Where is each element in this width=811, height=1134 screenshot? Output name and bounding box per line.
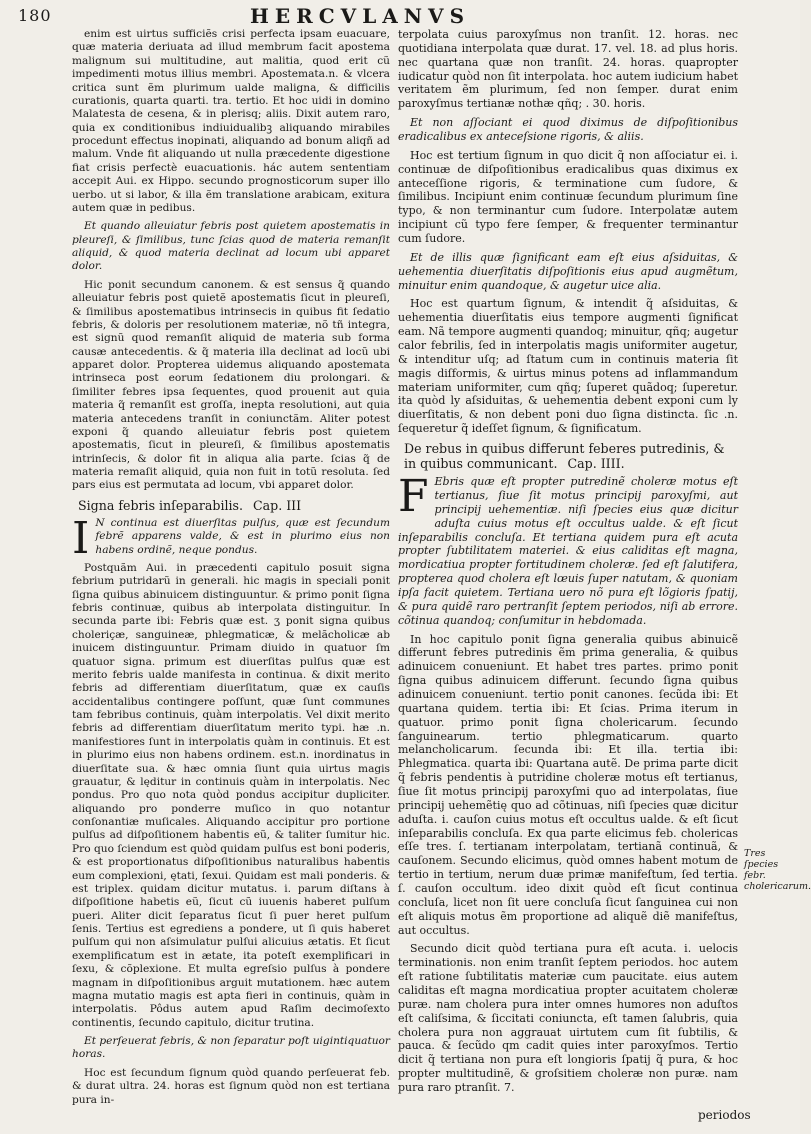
commentary-paragraph: Hoc est tertium ſignum in quo dicit q̃ non aſſociatur ei. i. continuæ de diſpoſitionibus eradicalibus quas diximus ex anteceſſione rigoris, & terminatione cum ſudore, & ſimilibus. Incipiunt enim continuæ ſecundum plurimum ſine typo, & non terminantur cum ſudore. Interpolatæ autem incipiunt cũ typo fere ſemper, & frequenter terminantur cum ſudore. <box>398 148 738 246</box>
lemma-paragraph <box>72 512 390 564</box>
drop-cap-initial: F <box>398 471 429 523</box>
commentary-paragraph: Hic ponit secundum canonem. & est sensus q̃ quando alleuiatur febris post quietẽ apostematis ſicut in pleureſi, & ſimilibus apostematibus intrinsecis in quibus fit ſedatio febris, & doloris per resolutionem materiæ, nõ tñ integra, est signũ quod remanſit aliquid de materia sub forma causæ antecedentis. & q̃ materia illa declinat ad locũ ubi apparet dolor. Propterea uidemus aliquando apostemata intrinseca post eorum ſedationem diu prolongari. & ſimiliter febres ipsa ſequentes, quod prouenit aut quia materia q̃ remanſit est groſſa, inepta resolutioni, aut quia materia antecedens tranſit in coniunctãm. Aliter potest exponi q̃ quando alleuiatur febris post quietem apostematis, ſicut in pleureſi, & ſimilibus apostematis intrinſecis, & dolor fit in aliqua alia parte. ſcias q̃ de materia remaſit aliquid, quia non fuit in totũ resoluta. ſed pars eius est permutata ad locum, vbi apparet dolor. <box>72 278 390 492</box>
right-text-column <box>398 28 738 1100</box>
commentary-paragraph: enim est uirtus sufficiẽs crisi perfecta ipsam euacuare, quæ materia deriuata ad illud membrum facit apostema malignum sui multitudine, aut malitia, quod erit cũ impedimenti motus illius membri. Apostemata.n. & vlcera critica sunt ẽm plurimum ualde maligna, & difficilis curationis, quarta quarti. tra. tertio. Et hoc uidi in domino Malatesta de cesena, & in plerisq; aliis. Dixit autem raro, quia ex conditionibus indiuidualibꝫ aliquando mirabiles procedunt effectus inopinati, aliquando ad bonum aliqñ ad malum. Vnde fit aliquando ut nulla præcedente digestione fiat crisis perfectè euacuationis. hác autem sententiam accepit Aui. ex Hippo. secundo prognosticorum super illo uerbo. ut si labor, & illa ẽm translatione arabicam, exitura autem quæ in pedibus. <box>72 28 390 214</box>
page-number: 180 <box>18 6 52 25</box>
running-head <box>0 4 800 28</box>
left-text-column <box>72 28 390 1112</box>
lemma-text: N continua est diuerſitas pulſus, quæ est ſecundum febrẽ apparens valde, & est in plurimo eius non habens ordinẽ, neque pondus. <box>95 516 390 556</box>
lemma-paragraph: Et quando alleuiatur febris post quietem apostematis in pleureſi, & ſimilibus, tunc ſcias quod de materia remanſit aliquid, & quod materia declinat ad locum ubi apparet dolor. <box>72 220 390 273</box>
lemma-paragraph: Et de illis quæ ſignificant eam eſt eius aſsiduitas, & uehementia diuerſitatis diſpoſitionis eius apud augmẽtum, minuitur enim quandoque, & augetur uice alia. <box>398 250 738 292</box>
chapter-heading <box>78 498 390 513</box>
lemma-paragraph: Et non aſſociant ei quod diximus de diſpoſitionibus eradicalibus ex anteceſsione rigoris, & aliis. <box>398 116 738 144</box>
drop-cap-initial: I <box>72 512 90 564</box>
chapter-title-text: Signa febris inſeparabilis. <box>78 497 243 513</box>
commentary-paragraph: In hoc capitulo ponit ſigna generalia quibus abinuicẽ differunt febres putredinis ẽm prima generalia, & quibus adinuicem conueniunt. Et habet tres partes. primo ponit ſigna quibus adinuicem differunt. ſecundo ſigna quibus adinuicem conueniunt. tertio ponit canones. ſecũda ibi: Et quartana quidem. tertia ibi: Et ſcias. Prima iterum in quatuor. primo ponit ſigna cholericarum. ſecundo ſanguinearum. tertio phlegmaticarum. quarto melancholicarum. ſecunda ibi: Et illa. tertia ibi: Phlegmatica. quarta ibi: Quartana autẽ. De prima parte dicit q̃ febris pendentis à putridine choleræ motus eſt tertianus, ſiue ſit motus principij paroxyſmi quo ad interpolatas, ſiue principij uehemẽtię quo ad cõtinuas, niſi ſpecies quæ dicitur aduſta. i. cauſon cuius motus eſt occultus ualde. & eſt ſicut inſeparabilis concluſa. Ex qua parte elicimus feb. cholericas eſſe tres. ſ. tertianam interpolatam, tertianã continuã, & cauſonem. Secundo elicimus, quòd omnes habent motum de tertio in tertium, nerum duæ primæ manifeſtum, ſed tertia. ſ. cauſon occultum. ideo dixit quòd eſt ſicut continua concluſa, licet non ſit uere concluſa ſicut ſanguinea cui non eſt aliquis motus ẽm proportione ad aliquẽ diẽ manifeſtus, aut occultus. <box>398 632 738 937</box>
commentary-paragraph: Hoc est quartum ſignum, & intendit q̃ aſsiduitas, & uehementia diuerſitatis eius tempore augmenti ſignificat eam. Nã tempore augmenti quandoq; minuitur, qñq; augetur calor febrilis, ſed in interpolatis magis uniformiter augetur, & intenditur uſq; ad ſtatum cum in continuis materia ſit magis diſformis, & uirtus minus potens ad inflammandum materiam uniformiter, cum qñq; ſuperet quãdoq; ſuperetur. ita quòd ly aſsiduitas, & uehementia debent exponi cum ly diuerſitatis, & non debent poni duo ſigna distincta. ſic .n. ſequeretur q̃ ideſſet ſignum, & ſignificatum. <box>398 297 738 436</box>
chapter-heading <box>404 441 738 471</box>
commentary-paragraph: Postquãm Aui. in præcedenti capitulo posuit signa febrium putridarũ in generali. hic magis in speciali ponit ſigna quibus abinuicem distinguuntur. & primo ponit ſigna febris continuæ, quibus ab interpolata distinguitur. In secunda parte ibi: Febris quæ est. ʒ ponit signa quibus choleriçæ, sanguineæ, phlegmaticæ, & melãcholicæ ab inuicem distinguuntur. Primam diuido in quatuor ſm quatuor signa. primum est diuerſitas pulſus quæ est merito febris ualde manifesta in continua. & dixit merito febris ad differentiam diuerſitatum, quæ ex cauſis accidentalibus contingere poſſunt, quæ ſunt communes tam febribus continuis, quàm interpolatis. Vel dixit merito febris ad differentiam diuerſitatum merito typi. hæ .n. manifestiores ſunt in interpolatis quàm in continuis. Et est in plurimo eius non habens ordinem. est.n. inordinatus in diuerſitate sua. & hæc omnia ſiunt quia uirtus magis grauatur, & lęditur in continuis quàm in interpolatis. Nec pondus. Pro quo nota quòd pondus accipitur dupliciter. aliquando pro ponderre muſico in quo notantur conſonantiæ muſicales. Aliquando accipitur pro portione pulſus ad diſpoſitionem habentis eũ, & taliter ſumitur hic. Pro quo ſciendum est quòd quidam pulſus est boni poderis, & est proportionatus diſpoſitionibus naturalibus habentis eum complexioni, ętati, ſexui. Quidam est mali ponderis. & est triplex. quidam dicitur mutatus. i. parum diſtans à diſpoſitione habetis eũ, ſicut cũ iuuenis haberet pulſum pueri. Aliter dicit ſeparatus ſicut ſi puer heret pulſum ſenis. Tertius est egrediens a pondere, ut ſi quis haberet pulſum qui non aſsimulatur pulſui alicuius ætatis. Et ſicut exemplificatum est in ætate, ita poteſt exemplificari in ſexu, & cõplexione. Et multa egreſsio pulſus à pondere magnam in diſpoſitionibus arguit mutationem. hæc autem magna mutatio magis est apta fieri in continuis, quàm in interpolatis. Pôdus autem apud Raſim decimoſexto continentis, ſecundo capitulo, dicitur trutina. <box>72 561 390 1029</box>
margin-note: Tres ſpecies febr. cholericarum. <box>744 848 811 892</box>
chapter-number: Cap. III <box>253 497 302 513</box>
lemma-text: Ebris quæ eſt propter putredinẽ choleræ motus eſt tertianus, ſiue ſit motus principij paroxyſmi, aut principij uehementiæ. niſi ſpecies eius quæ dicitur aduſta cuius motus eſt occultus ualde. & eſt ſicut inſeparabilis concluſa. Et tertiana quidem pura eſt acuta propter ſubtilitatem materiei. & eius caliditas eſt magna, mordicatiua propter fortitudinem choleræ. ſed eſt ſalutifera, propterea quod cholera eſt lœuis ſuper natutam, & quoniam ipſa facit quietem. Tertiana uero nõ pura eſt lõgioris ſpatij, & pura quidẽ raro pertranſit ſeptem periodos, niſi ab errore. cõtinua quandoq; conſumitur in hebdomada. <box>398 475 738 627</box>
running-title: HERCVLANVS <box>250 4 471 28</box>
chapter-number: Cap. IIII. <box>567 456 625 472</box>
catchword: periodos <box>698 1108 751 1122</box>
lemma-paragraph: Et perſeuerat febris, & non ſeparatur poſt uigintiquatuor horas. <box>72 1035 390 1061</box>
commentary-paragraph: Hoc est ſecundum ſignum quòd quando perſeuerat feb. & durat ultra. 24. horas est ſignum quòd non est tertiana pura in- <box>72 1066 390 1106</box>
commentary-paragraph: Secundo dicit quòd tertiana pura eſt acuta. i. uelocis terminationis. non enim tranſit ſeptem periodos. hoc autem eſt ratione ſubtilitatis materiæ cum paucitate. eius autem caliditas eſt magna mordicatiua propter acuitatem choleræ puræ. nam cholera pura inter omnes humores non aduſtos eſt caliſsima, & ſiccitati coniuncta, eſt tamen ſalubris, quia cholera pura non aggrauat uirtutem cum ſit ſubtilis, & pauca. & ſecũdo qm cadit quies inter paroxyſmos. Tertio dicit q̃ tertiana non pura eſt longioris ſpatij q̃ pura, & hoc propter multitudinẽ, & groſsitiem choleræ non puræ. nam pura raro ptranſit. 7. <box>398 942 738 1095</box>
lemma-paragraph <box>398 471 738 627</box>
commentary-paragraph: terpolata cuius paroxyſmus non tranſit. 12. horas. nec quotidiana interpolata quæ durat. 17. vel. 18. ad plus horis. nec quartana quæ non tranſit. 24. horas. quapropter iudicatur quòd non ſit interpolata. hoc autem iudicium habet veritatem ẽm plurimum, ſed non ſemper. durat enim paroxyſmus tertianæ nothæ qñq; . 30. horis. <box>398 28 738 111</box>
chapter-title-text: De rebus in quibus differunt feberes putredinis, & in quibus communicant. <box>404 441 725 472</box>
